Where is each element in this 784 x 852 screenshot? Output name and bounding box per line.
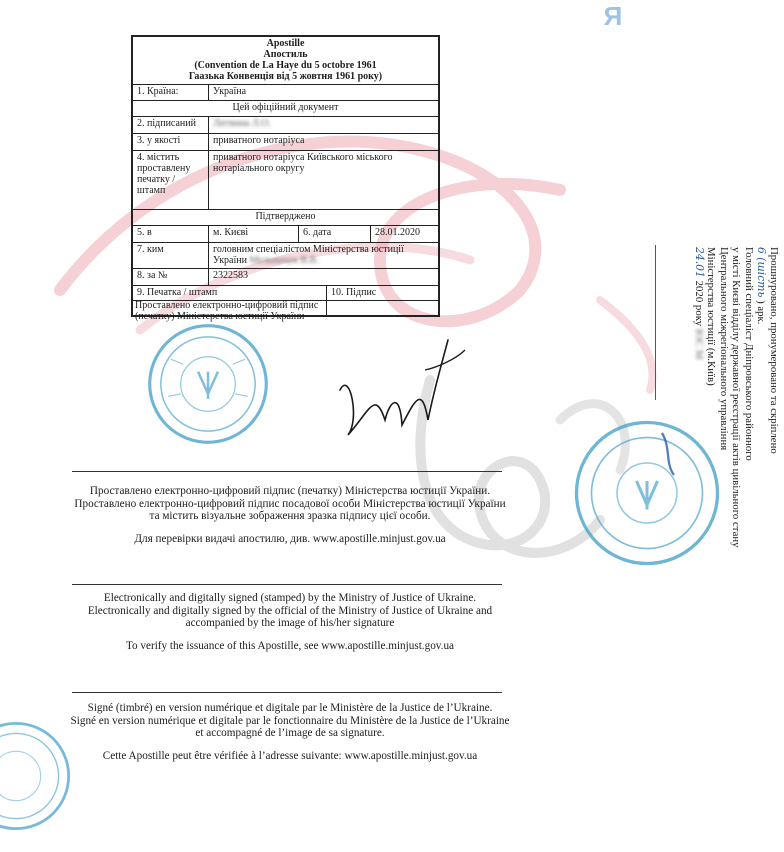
notice-uk-verify: Для перевірки видачі апостилю, див. www.apostille.minjust.gov.ua	[134, 532, 446, 545]
seal-icon	[572, 418, 722, 568]
notice-fr-line2: Signé en version numérique et digitale par le fonctionnaire du Ministère de la Justice de l’Ukraine	[70, 714, 510, 727]
apostille-title-uk: Апостиль	[263, 49, 308, 60]
side-year: 2020 року	[693, 280, 705, 327]
notice-uk-line3: та містить візуальне зображення зразка підпису цієї особи.	[149, 510, 431, 522]
side-sheets: ) арк.	[755, 300, 768, 325]
date-value: 28.01.2020	[371, 226, 438, 243]
side-line2: Головний спеціаліст Дніпровського районного	[743, 247, 755, 461]
apostille-header	[133, 37, 438, 85]
side-count-row	[755, 247, 768, 587]
convention-fr: (Convention de La Haye du 5 octobre 1961	[194, 60, 377, 71]
notice-fr-line3: et accompagné de l’image de sa signature.	[195, 727, 385, 739]
notice-fr-verify: Cette Apostille peut être vérifiée à l’adresse suivante: www.apostille.minjust.gov.ua	[102, 749, 478, 762]
registry-seal-stamp	[572, 418, 722, 568]
ministry-seal-stamp	[146, 322, 270, 446]
notice-uk-line2: Проставлено електронно-цифровий підпис посадової особи Міністерства юстиції України	[74, 497, 506, 510]
by-label: 7. ким	[133, 243, 209, 269]
handwritten-signature	[330, 330, 470, 450]
signed-value	[209, 117, 438, 134]
separator-fr	[72, 692, 502, 693]
separator-uk	[72, 471, 502, 472]
notice-block-fr	[60, 702, 520, 762]
notice-uk-line1: Проставлено електронно-цифровий підпис (печатку) Міністерства юстиції України.	[89, 485, 491, 497]
notice-fr-line1: Signé (timbré) en version numérique et digitale par le Ministère de la Justice de l’Ukraine.	[87, 702, 493, 714]
country-value: Україна	[209, 85, 438, 101]
capacity-value: приватного нотаріуса	[209, 134, 438, 151]
notice-block-uk	[60, 485, 520, 545]
by-name: Мельничук В.В.	[249, 255, 319, 266]
notice-en-line2: Electronically and digitally signed by the official of the Ministry of Justice of Ukraine and	[87, 604, 493, 617]
document-header: Цей офіційний документ	[133, 101, 438, 117]
country-label: 1. Країна:	[133, 85, 209, 101]
notice-en-line3: accompanied by the image of his/her signature	[185, 617, 395, 629]
side-line4: Центрального міжрегіонального управління	[718, 247, 730, 451]
capacity-label: 3. у якості	[133, 134, 209, 151]
at-label: 5. в	[133, 226, 209, 243]
signed-name: Литвина Л.О.	[213, 118, 271, 129]
by-value	[209, 243, 438, 269]
side-count-hand: 6 (шість	[755, 247, 769, 298]
side-line1: Прошнуровано, пронумеровано та скріплено	[768, 247, 780, 454]
notice-en-line1: Electronically and digitally signed (stamped) by the Ministry of Justice of Ukraine.	[103, 592, 477, 604]
apostille-table	[131, 35, 440, 317]
signature-cell	[327, 301, 438, 315]
apostille-title: Apostille	[266, 38, 305, 49]
corner-mark: Я	[603, 1, 623, 31]
by-title: головним спеціалістом Міністерства юстиції України	[213, 244, 404, 266]
separator-en	[72, 584, 502, 585]
signature-label: 10. Підпис	[327, 286, 438, 301]
notice-block-en	[60, 592, 520, 652]
side-line5: Міністерства юстиції (м.Київ)	[705, 247, 718, 386]
signed-label: 2. підписаний	[133, 117, 209, 134]
side-date-hand: 24.01	[693, 247, 706, 278]
stamp-value: Проставлено електронно-цифровий підпис (печатку) Міністерства юстиції України	[135, 300, 319, 322]
seal-label: 4. містить проставлену печатку / штамп	[133, 151, 209, 210]
side-line3: у місті Києві відділу державної реєстрації актів цивільного стану	[730, 247, 743, 548]
side-name-fragment: ЮС М	[693, 328, 705, 360]
certified-header: Підтверджено	[133, 210, 438, 226]
stamp-label: 9. Печатка / штамп	[133, 286, 327, 301]
at-value: м. Києві	[209, 226, 299, 243]
number-label: 8. за №	[133, 269, 209, 286]
date-label: 6. дата	[299, 226, 371, 243]
notice-en-verify: To verify the issuance of this Apostille, see www.apostille.minjust.gov.ua	[125, 639, 455, 652]
convention-uk: Гаазька Конвенція від 5 жовтня 1961 року)	[188, 71, 383, 82]
seal-icon	[146, 322, 270, 446]
number-value: 2322583	[209, 269, 438, 286]
seal-value: приватного нотаріуса Київського міського нотаріального округу	[209, 151, 438, 210]
